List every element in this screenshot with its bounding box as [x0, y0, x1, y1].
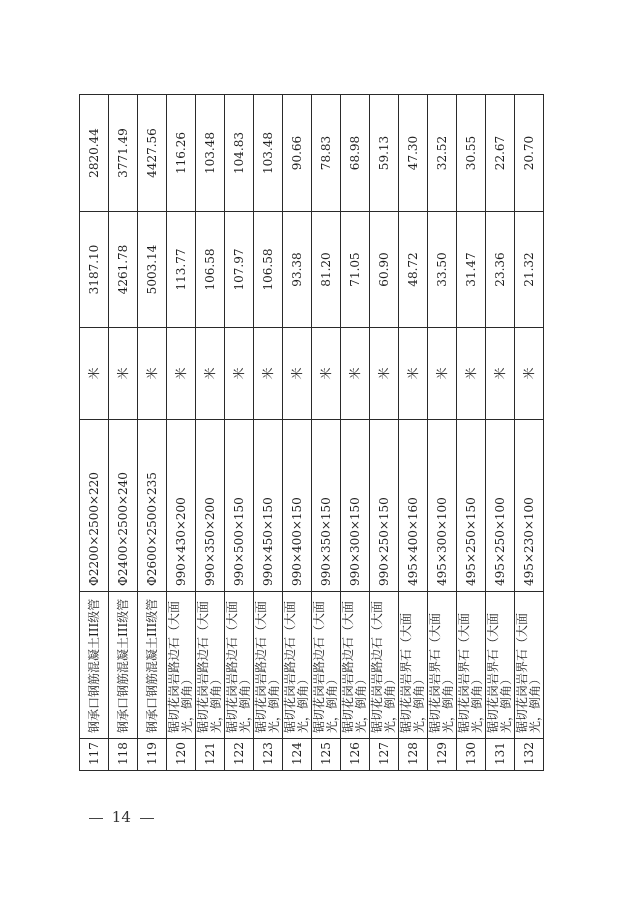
- cell-spec: 990×500×150: [225, 420, 254, 592]
- cell-no: 122: [225, 739, 254, 771]
- cell-unit: 米: [80, 328, 109, 420]
- table-row: [457, 95, 486, 771]
- table-row: [428, 95, 457, 771]
- cell-no: 126: [341, 739, 370, 771]
- cell-name: 锯切花岗岩路边石（大面光，倒角）: [370, 592, 399, 739]
- cell-no: 119: [138, 739, 167, 771]
- cell-p1: 60.90: [370, 212, 399, 328]
- cell-name: 锯切花岗岩界石（大面光，倒角）: [428, 592, 457, 739]
- cell-p2: 2820.44: [80, 95, 109, 212]
- cell-unit: 米: [370, 328, 399, 420]
- cell-spec: 990×400×150: [283, 420, 312, 592]
- cell-unit: 米: [138, 328, 167, 420]
- cell-spec: 495×230×100: [515, 420, 544, 592]
- cell-p1: 31.47: [457, 212, 486, 328]
- cell-p1: 33.50: [428, 212, 457, 328]
- cell-no: 123: [254, 739, 283, 771]
- cell-p1: 107.97: [225, 212, 254, 328]
- cell-p2: 22.67: [486, 95, 515, 212]
- cell-p2: 68.98: [341, 95, 370, 212]
- cell-p2: 59.13: [370, 95, 399, 212]
- cell-p1: 23.36: [486, 212, 515, 328]
- cell-p1: 106.58: [196, 212, 225, 328]
- cell-name: 锯切花岗岩界石（大面光，倒角）: [399, 592, 428, 739]
- table-row: [370, 95, 399, 771]
- table-row: [399, 95, 428, 771]
- cell-name: 锯切花岗岩路边石（大面光，倒角）: [254, 592, 283, 739]
- table-row: [283, 95, 312, 771]
- cell-unit: 米: [312, 328, 341, 420]
- cell-p2: 3771.49: [109, 95, 138, 212]
- cell-spec: Φ2600×2500×235: [138, 420, 167, 592]
- cell-p2: 103.48: [254, 95, 283, 212]
- table-row: [515, 95, 544, 771]
- cell-unit: 米: [254, 328, 283, 420]
- cell-name: 锯切花岗岩路边石（大面光，倒角）: [225, 592, 254, 739]
- cell-p2: 30.55: [457, 95, 486, 212]
- cell-p2: 90.66: [283, 95, 312, 212]
- cell-no: 127: [370, 739, 399, 771]
- cell-p1: 81.20: [312, 212, 341, 328]
- cell-unit: 米: [457, 328, 486, 420]
- table-row: [196, 95, 225, 771]
- cell-unit: 米: [399, 328, 428, 420]
- cell-name: 钢承口钢筋混凝土III级管: [80, 592, 109, 739]
- cell-spec: 990×350×150: [312, 420, 341, 592]
- cell-no: 131: [486, 739, 515, 771]
- cell-name: 锯切花岗岩路边石（大面光，倒角）: [283, 592, 312, 739]
- cell-p1: 106.58: [254, 212, 283, 328]
- cell-unit: 米: [283, 328, 312, 420]
- cell-no: 128: [399, 739, 428, 771]
- cell-p2: 32.52: [428, 95, 457, 212]
- cell-unit: 米: [515, 328, 544, 420]
- table-body: [80, 95, 544, 771]
- cell-no: 117: [80, 739, 109, 771]
- page-number-text: 14: [111, 808, 131, 826]
- cell-no: 129: [428, 739, 457, 771]
- cell-name: 钢承口钢筋混凝土III级管: [138, 592, 167, 739]
- cell-unit: 米: [167, 328, 196, 420]
- cell-spec: 990×430×200: [167, 420, 196, 592]
- page-dash-right: [140, 818, 154, 819]
- cell-spec: Φ2200×2500×220: [80, 420, 109, 592]
- cell-p1: 3187.10: [80, 212, 109, 328]
- cell-name: 钢承口钢筋混凝土III级管: [109, 592, 138, 739]
- cell-name: 锯切花岗岩界石（大面光，倒角）: [457, 592, 486, 739]
- cell-unit: 米: [341, 328, 370, 420]
- cell-no: 120: [167, 739, 196, 771]
- cell-p2: 47.30: [399, 95, 428, 212]
- table-row: [254, 95, 283, 771]
- cell-spec: 990×250×150: [370, 420, 399, 592]
- cell-name: 锯切花岗岩路边石（大面光，倒角）: [312, 592, 341, 739]
- cell-spec: 990×300×150: [341, 420, 370, 592]
- cell-spec: 990×450×150: [254, 420, 283, 592]
- cell-spec: 495×300×100: [428, 420, 457, 592]
- table-row: [341, 95, 370, 771]
- cell-no: 130: [457, 739, 486, 771]
- cell-p2: 116.26: [167, 95, 196, 212]
- table-row: [167, 95, 196, 771]
- cell-unit: 米: [196, 328, 225, 420]
- table-row: [138, 95, 167, 771]
- table-row: [225, 95, 254, 771]
- cell-p2: 20.70: [515, 95, 544, 212]
- table-row: [80, 95, 109, 771]
- table-row: [486, 95, 515, 771]
- price-table-rotated: [79, 95, 542, 771]
- cell-no: 118: [109, 739, 138, 771]
- cell-spec: 495×400×160: [399, 420, 428, 592]
- table-row: [109, 95, 138, 771]
- cell-p1: 5003.14: [138, 212, 167, 328]
- cell-name: 锯切花岗岩界石（大面光，倒角）: [515, 592, 544, 739]
- cell-unit: 米: [428, 328, 457, 420]
- cell-name: 锯切花岗岩路边石（大面光，倒角）: [196, 592, 225, 739]
- cell-spec: 990×350×200: [196, 420, 225, 592]
- cell-no: 124: [283, 739, 312, 771]
- cell-name: 锯切花岗岩界石（大面光，倒角）: [486, 592, 515, 739]
- cell-unit: 米: [225, 328, 254, 420]
- page-dash-left: [89, 818, 103, 819]
- table-row: [312, 95, 341, 771]
- cell-unit: 米: [486, 328, 515, 420]
- price-table: [79, 94, 544, 771]
- cell-no: 121: [196, 739, 225, 771]
- page-number: [85, 808, 165, 832]
- cell-no: 125: [312, 739, 341, 771]
- cell-unit: 米: [109, 328, 138, 420]
- cell-name: 锯切花岗岩路边石（大面光，倒角）: [167, 592, 196, 739]
- cell-p1: 93.38: [283, 212, 312, 328]
- cell-spec: 495×250×100: [486, 420, 515, 592]
- cell-spec: 495×250×150: [457, 420, 486, 592]
- cell-spec: Φ2400×2500×240: [109, 420, 138, 592]
- cell-p1: 21.32: [515, 212, 544, 328]
- cell-name: 锯切花岗岩路边石（大面光，倒角）: [341, 592, 370, 739]
- cell-p1: 113.77: [167, 212, 196, 328]
- cell-p2: 103.48: [196, 95, 225, 212]
- cell-p2: 78.83: [312, 95, 341, 212]
- cell-p2: 104.83: [225, 95, 254, 212]
- cell-p1: 4261.78: [109, 212, 138, 328]
- cell-p1: 71.05: [341, 212, 370, 328]
- cell-p2: 4427.56: [138, 95, 167, 212]
- cell-no: 132: [515, 739, 544, 771]
- cell-p1: 48.72: [399, 212, 428, 328]
